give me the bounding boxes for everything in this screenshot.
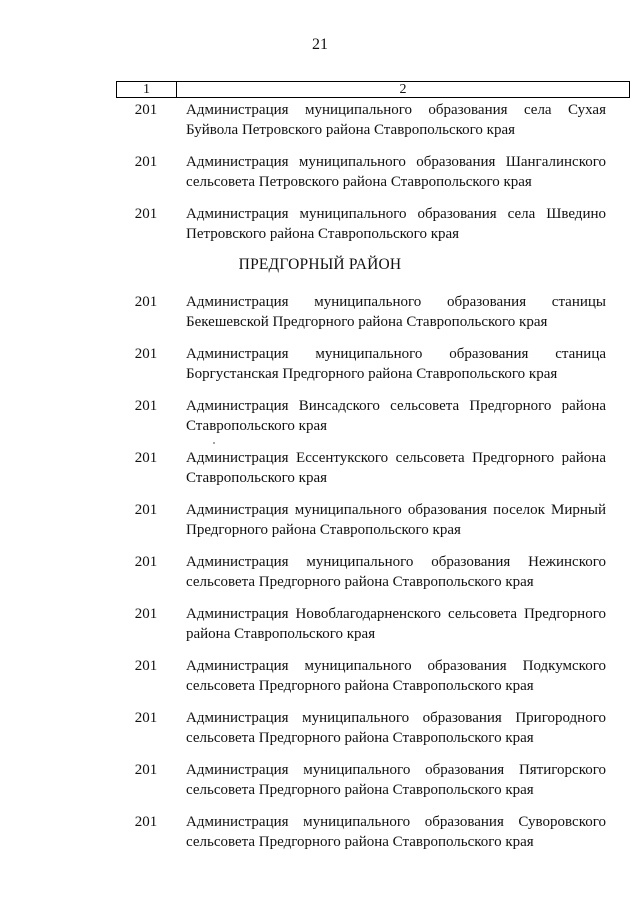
page-number: 21 bbox=[312, 36, 328, 53]
table-row bbox=[116, 812, 616, 852]
entry-text: Администрация муниципального образования Пятигорского сельсовета Предгорного района Ставропольского края bbox=[186, 762, 606, 798]
entry-text: Администрация муниципального образования Суворовского сельсовета Предгорного района Ставропольского края bbox=[186, 814, 606, 850]
table-header-row bbox=[116, 81, 630, 98]
entry-text: Администрация Винсадского сельсовета Предгорного района Ставропольского края bbox=[186, 398, 606, 434]
entry-code: 201 bbox=[134, 762, 158, 778]
entry-code: 201 bbox=[134, 206, 158, 222]
entry-text: Администрация муниципального образования села Сухая Буйвола Петровского района Ставропольского края bbox=[186, 102, 606, 138]
table-header-col-1: 1 bbox=[117, 82, 177, 97]
table-row bbox=[116, 708, 616, 748]
table-header-col-2: 2 bbox=[399, 82, 407, 97]
entry-code: 201 bbox=[134, 502, 158, 518]
entry-text: Администрация муниципального образования Шангалинского сельсовета Петровского района Ставропольского края bbox=[186, 154, 606, 190]
entry-code: 201 bbox=[134, 102, 158, 118]
table-row bbox=[116, 500, 616, 540]
entry-code: 201 bbox=[134, 154, 158, 170]
table-row bbox=[116, 152, 616, 192]
entry-text: Администрация муниципального образования станицы Бекешевской Предгорного района Ставропольского края bbox=[186, 294, 606, 330]
entry-code: 201 bbox=[134, 294, 158, 310]
table-row bbox=[116, 396, 616, 436]
entry-code: 201 bbox=[134, 710, 158, 726]
entry-code: 201 bbox=[134, 606, 158, 622]
table-row bbox=[116, 552, 616, 592]
entry-text: Администрация муниципального образования Нежинского сельсовета Предгорного района Ставропольского края bbox=[186, 554, 606, 590]
entry-code: 201 bbox=[134, 814, 158, 830]
entry-text: Администрация Новоблагодарненского сельсовета Предгорного района Ставропольского края bbox=[186, 606, 606, 642]
entry-code: 201 bbox=[134, 346, 158, 362]
table-row bbox=[116, 760, 616, 800]
table-row bbox=[116, 100, 616, 140]
entry-text: Администрация муниципального образования Пригородного сельсовета Предгорного района Ставропольского края bbox=[186, 710, 606, 746]
entry-text: Администрация муниципального образования села Шведино Петровского района Ставропольского края bbox=[186, 206, 606, 242]
entry-code: 201 bbox=[134, 398, 158, 414]
entry-text: Администрация муниципального образования станица Боргустанская Предгорного района Ставропольского края bbox=[186, 346, 606, 382]
table-row bbox=[116, 604, 616, 644]
scan-speck bbox=[213, 442, 215, 444]
table-row bbox=[116, 344, 616, 384]
table-row bbox=[116, 292, 616, 332]
entry-code: 201 bbox=[134, 554, 158, 570]
table-row bbox=[116, 204, 616, 244]
section-heading: ПРЕДГОРНЫЙ РАЙОН bbox=[238, 256, 402, 273]
entry-text: Администрация муниципального образования Подкумского сельсовета Предгорного района Ставропольского края bbox=[186, 658, 606, 694]
entry-code: 201 bbox=[134, 658, 158, 674]
entry-text: Администрация муниципального образования поселок Мирный Предгорного района Ставропольского края bbox=[186, 502, 606, 538]
entry-text: Администрация Ессентукского сельсовета Предгорного района Ставропольского края bbox=[186, 450, 606, 486]
entry-code: 201 bbox=[134, 450, 158, 466]
table-row bbox=[116, 656, 616, 696]
table-row bbox=[116, 448, 616, 488]
